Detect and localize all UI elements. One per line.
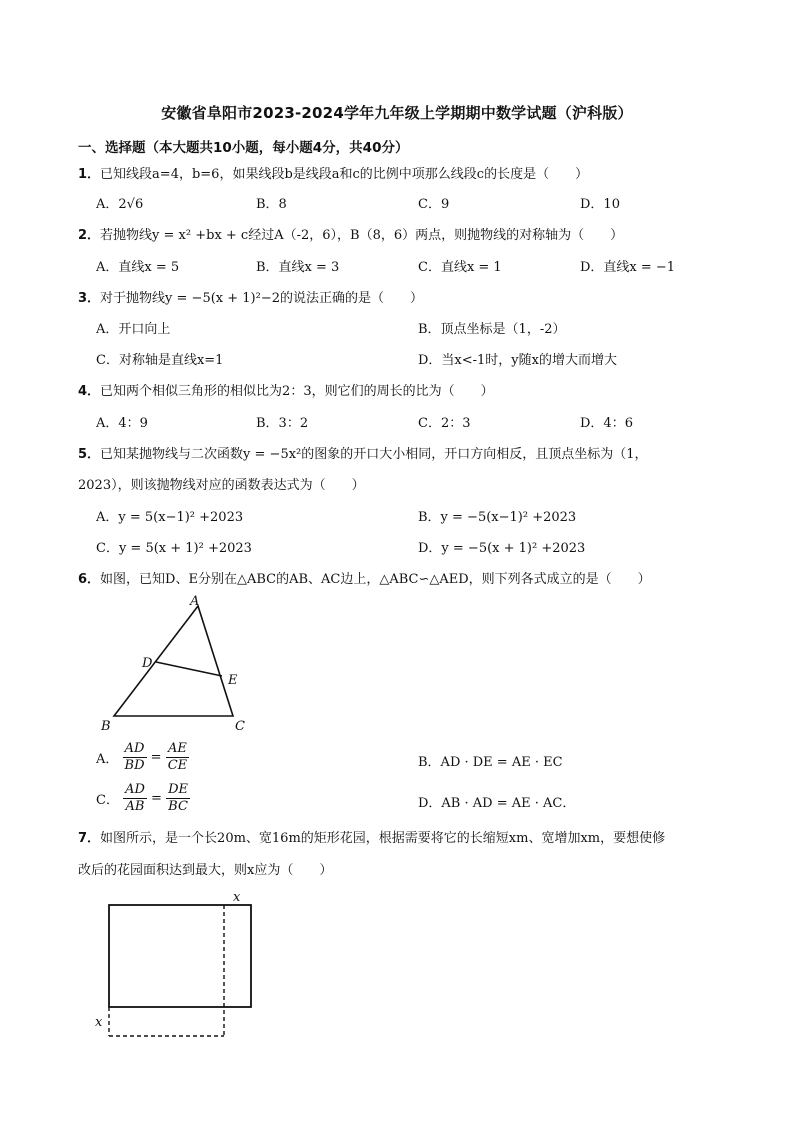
- option-a: A． $\frac{AD}{BD}$ = $\frac{AE}{CE}$: [96, 741, 188, 773]
- label-e: E: [228, 673, 238, 688]
- option-d: D．10: [580, 197, 620, 212]
- question-5-continued: 2023），则该抛物线对应的函数表达式为（ ）: [78, 478, 365, 493]
- option-d: D．4：6: [580, 416, 633, 431]
- option-a: A．开口向上: [96, 322, 171, 337]
- option-b: B．3：2: [256, 416, 309, 431]
- question-1: [78, 163, 588, 182]
- label-d: D: [142, 656, 153, 671]
- option-b: B．y = −5(x−1)² +2023: [418, 510, 577, 525]
- label-x-top: x: [233, 890, 241, 905]
- option-c: C． $\frac{AD}{AB}$ = $\frac{DE}{BC}$: [96, 782, 189, 814]
- question-text: 如图所示，是一个长20m、宽16m的矩形花园，根据需要将它的长缩短xm、宽增加xm，要想使修: [100, 831, 666, 846]
- question-number: 3．: [78, 291, 101, 306]
- question-text: 已知两个相似三角形的相似比为2：3，则它们的周长的比为（ ）: [100, 384, 494, 399]
- question-number: 6．: [78, 572, 101, 587]
- question-7: [78, 827, 665, 846]
- option-c: C．y = 5(x + 1)² +2023: [96, 541, 252, 556]
- garden-figure: [90, 886, 270, 1038]
- page-title: 安徽省阜阳市2023-2024学年九年级上学期期中数学试题（沪科版）: [161, 104, 633, 122]
- question-text: 已知线段a=4，b=6，如果线段b是线段a和c的比例中项那么线段c的长度是（ ）: [100, 167, 589, 182]
- fraction: $\frac{AE}{CE}$: [167, 741, 188, 773]
- question-text: 若抛物线y = x² +bx + c经过A（-2，6），B（8，6）两点，则抛物线的对称轴为（ ）: [100, 228, 624, 243]
- option-d: D．当x<-1时，y随x的增大而增大: [418, 353, 617, 368]
- option-a: A．4：9: [96, 416, 148, 431]
- option-c: C．9: [418, 197, 450, 212]
- section-heading: 一、选择题（本大题共10小题，每小题4分，共40分）: [78, 140, 409, 156]
- option-d: D．AB · AD = AE · AC．: [418, 796, 576, 811]
- question-text: 对于抛物线y = −5(x + 1)²−2的说法正确的是（ ）: [100, 291, 423, 306]
- option-a: A．直线x = 5: [96, 260, 180, 275]
- fraction: $\frac{AD}{AB}$: [125, 782, 145, 814]
- fraction: $\frac{AD}{BD}$: [124, 741, 145, 773]
- option-b: B．8: [256, 197, 287, 212]
- question-number: 7．: [78, 831, 101, 846]
- label-b: B: [101, 719, 111, 734]
- fraction: $\frac{DE}{BC}$: [168, 782, 189, 814]
- option-a: A．2√6: [96, 197, 144, 212]
- question-number: 2．: [78, 228, 101, 243]
- option-b: B．顶点坐标是（1，-2）: [418, 322, 566, 337]
- option-a: A．y = 5(x−1)² +2023: [96, 510, 244, 525]
- question-text: 已知某抛物线与二次函数y = −5x²的图象的开口大小相同，开口方向相反，且顶点坐标为（1，: [100, 447, 648, 462]
- option-b: B．AD · DE = AE · EC: [418, 755, 563, 770]
- question-3: [78, 287, 423, 306]
- option-c: C．直线x = 1: [418, 260, 502, 275]
- question-text: 如图，已知D、E分别在△ABC的AB、AC边上，△ABC∽△AED，则下列各式成立的是（ ）: [100, 572, 651, 587]
- option-c: C．对称轴是直线x=1: [96, 353, 224, 368]
- question-4: [78, 380, 494, 399]
- label-c: C: [235, 719, 245, 734]
- question-2: [78, 224, 623, 243]
- question-number: 4．: [78, 384, 101, 399]
- question-number: 1．: [78, 167, 101, 182]
- question-6: [78, 568, 651, 587]
- question-5: [78, 443, 648, 462]
- question-7-continued: 改后的花园面积达到最大，则x应为（ ）: [78, 863, 333, 878]
- triangle-figure: [96, 592, 256, 734]
- question-number: 5．: [78, 447, 101, 462]
- label-x-left: x: [95, 1015, 103, 1030]
- option-b: B．直线x = 3: [256, 260, 340, 275]
- option-c: C．2：3: [418, 416, 471, 431]
- label-a: A: [190, 594, 200, 609]
- option-d: D．直线x = −1: [580, 260, 676, 275]
- option-d: D．y = −5(x + 1)² +2023: [418, 541, 586, 556]
